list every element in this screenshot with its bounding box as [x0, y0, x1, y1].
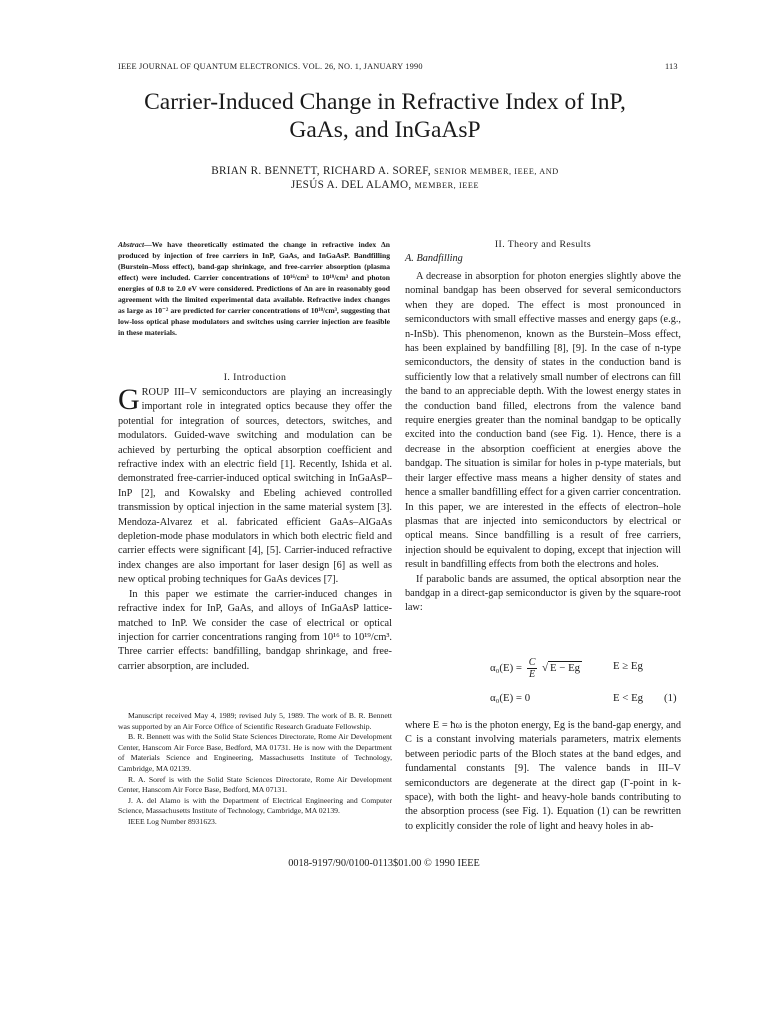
- theory-continuation: [405, 719, 681, 834]
- introduction-body: [118, 383, 392, 674]
- equation-condition-1: E ≥ Eg: [613, 660, 643, 672]
- fraction-denominator: E: [528, 669, 536, 680]
- running-header-page-number: 113: [665, 62, 678, 71]
- theory-paragraph-1: A decrease in absorption for photon energies slightly above the nominal bandgap has been observed for several semiconductors when they are doped. The effect is most pronounced in semiconductors with small effective masses and energy gaps (e.g., n-InSb). This phenomenon, known as the Burstein–Moss effect, has been explained by bandfilling [8], [9]. In the case of n-type semiconductors, the density of states in the conduction band is sufficiently low that a relatively small number of electrons can fill the band to an appreciable depth. With the lowest energy states in the conduction band filled, electrons from the valence band require energies greater than the nominal bandgap to be optically excited into the conduction band (see Fig. 1). Hence, there is a decrease in the absorption coefficient at energies above the bandgap. The situation is similar for holes in p-type materials, but their larger effective mass means a higher density of states and hence a smaller bandfilling effect for a given carrier concentration. In this paper, we are interested in the effects of electron–hole plasmas that are injected into semiconductors by electrical or optical means. Since bandfilling is a result of free carriers, injection should be equivalent to doping, except that injection will result in bandfilling effects from both the electrons and holes.: [405, 271, 681, 571]
- section-heading-introduction: I. Introduction: [223, 372, 287, 383]
- paper-title: [80, 88, 690, 144]
- title-line-1: Carrier-Induced Change in Refractive Index of InP,: [144, 89, 626, 115]
- section-heading-theory: II. Theory and Results: [494, 239, 592, 250]
- abstract-label: Abstract: [118, 240, 145, 249]
- title-line-2: GaAs, and InGaAsP: [289, 117, 481, 143]
- author-list: [90, 165, 680, 192]
- dropcap-letter: G: [118, 383, 140, 416]
- running-header-journal: IEEE JOURNAL OF QUANTUM ELECTRONICS. VOL. 26, NO. 1, JANUARY 1990: [118, 62, 423, 71]
- fraction-numerator: C: [528, 657, 536, 668]
- equation-line-2: α₀(E) = 0: [490, 692, 531, 704]
- author-names-1: BRIAN R. BENNETT, RICHARD A. SOREF,: [211, 165, 431, 177]
- intro-paragraph-2: In this paper we estimate the carrier-induced changes in refractive index for InP, GaAs, and alloys of InGaAsP lattice-matched to InP. We consider the case of electrical or optical injection for carrier concentrations ranging from 10¹⁶ to 10¹⁹/cm³. Three carrier effects: bandfilling, bandgap shrinkage, and free-carrier absorption, are included.: [118, 588, 392, 672]
- equation-fraction: [527, 657, 538, 680]
- footnotes: [118, 711, 392, 828]
- footnote-del-alamo: J. A. del Alamo is with the Department of Electrical Engineering and Computer Science, Massachusetts Institute of Technology, Cambridge, MA 02139.: [118, 795, 392, 816]
- equation-condition-2: E < Eg: [613, 692, 644, 704]
- bandfilling-body: [405, 270, 681, 616]
- copyright-footer: 0018-9197/90/0100-0113$01.00 © 1990 IEEE: [288, 858, 480, 869]
- author-line-2: [90, 179, 680, 193]
- author-line-1: [90, 165, 680, 179]
- equation-number: (1): [664, 692, 677, 704]
- author-role-2: MEMBER, IEEE: [414, 180, 480, 190]
- equation-line-1: α₀(E) = $\frac{C}{E}$ √ E − Eg: [490, 657, 581, 680]
- footnote-log-number: IEEE Log Number 8931623.: [128, 816, 217, 826]
- theory-paragraph-3: where E = ħω is the photon energy, Eg is the band-gap energy, and C is a constant involving materials parameters, matrix elements between periodic parts of the Bloch states at the band edges, and fundamental constants [9]. The valence bands in III–V semiconductors are degenerate at the direct gap (Γ-point in k-space), with both the light- and heavy-hole bands contributing to the absorption process (see Fig. 1). Equation (1) can be rewritten to explicitly consider the role of light and heavy holes in ab-: [405, 720, 681, 832]
- author-names-2: JESÚS A. DEL ALAMO,: [290, 178, 412, 191]
- footnote-soref: R. A. Soref is with the Solid State Sciences Directorate, Rome Air Development Center, Hanscom Air Force Base, Bedford, MA 07131.: [118, 774, 392, 795]
- footnote-bennett: B. R. Bennett was with the Solid State Sciences Directorate, Rome Air Development Center, Hanscom Air Force Base, Bedford, MA 01731. He is now with the Department of Materials Science and Engineering, Massachusetts Institute of Technology, Cambridge, MA 02139.: [118, 732, 392, 773]
- theory-paragraph-2: If parabolic bands are assumed, the optical absorption near the bandgap in a direct-gap semiconductor is given by the square-root law:: [405, 573, 681, 614]
- abstract-text: —We have theoretically estimated the change in refractive index Δn produced by injection of free carriers in InP, GaAs, and InGaAsP. Bandfilling (Burstein–Moss effect), band-gap shrinkage, and free-carrier absorption (plasma effect) were included. Carrier concentrations of 10¹⁶/cm³ to 10¹⁹/cm³ and photon energies of 0.8 to 2.0 eV were considered. Predictions of Δn are in reasonably good agreement with the limited experimental data available. Refractive index changes as large as 10⁻² are predicted for carrier concentrations of 10¹⁸/cm³, suggesting that low-loss optical phase modulators and switches using carrier injection are feasible in these materials.: [118, 240, 390, 337]
- equation-root: E − Eg: [550, 661, 581, 674]
- abstract: [118, 240, 390, 339]
- intro-paragraph-1: GROUP III–V semiconductors are playing an increasingly important role in integrated optics because they offer the potential for integration of sources, detectors, switches, and modulators. Guided-wave switching and modulation can be achieved by perturbing the optical absorption coefficient and refractive index with an electric field [1]. Recently, Ishida et al. demonstrated free-carrier-induced optical switching in InGaAsP–InP [2], and Kowalsky and Ebeling achieved controlled transmission by optical injection in the same material system [3]. Mendoza-Alvarez et al. fabricated efficient GaAs–AlGaAs depletion-mode phase modulators in which both electric field and carrier effects were significant [4], [5]. Carrier-induced refractive index changes are also important for laser design [6] as well as new optical probing techniques for GaAs devices [7].: [118, 383, 392, 586]
- footnote-manuscript: Manuscript received May 4, 1989; revised July 5, 1989. The work of B. R. Bennett was supported by an Air Force Office of Scientific Research Graduate Fellowship.: [118, 711, 392, 731]
- author-role-1: SENIOR MEMBER, IEEE, AND: [434, 167, 559, 176]
- subsection-heading-bandfilling: A. Bandfilling: [405, 253, 463, 264]
- equation-lhs: α₀(E) =: [490, 661, 522, 674]
